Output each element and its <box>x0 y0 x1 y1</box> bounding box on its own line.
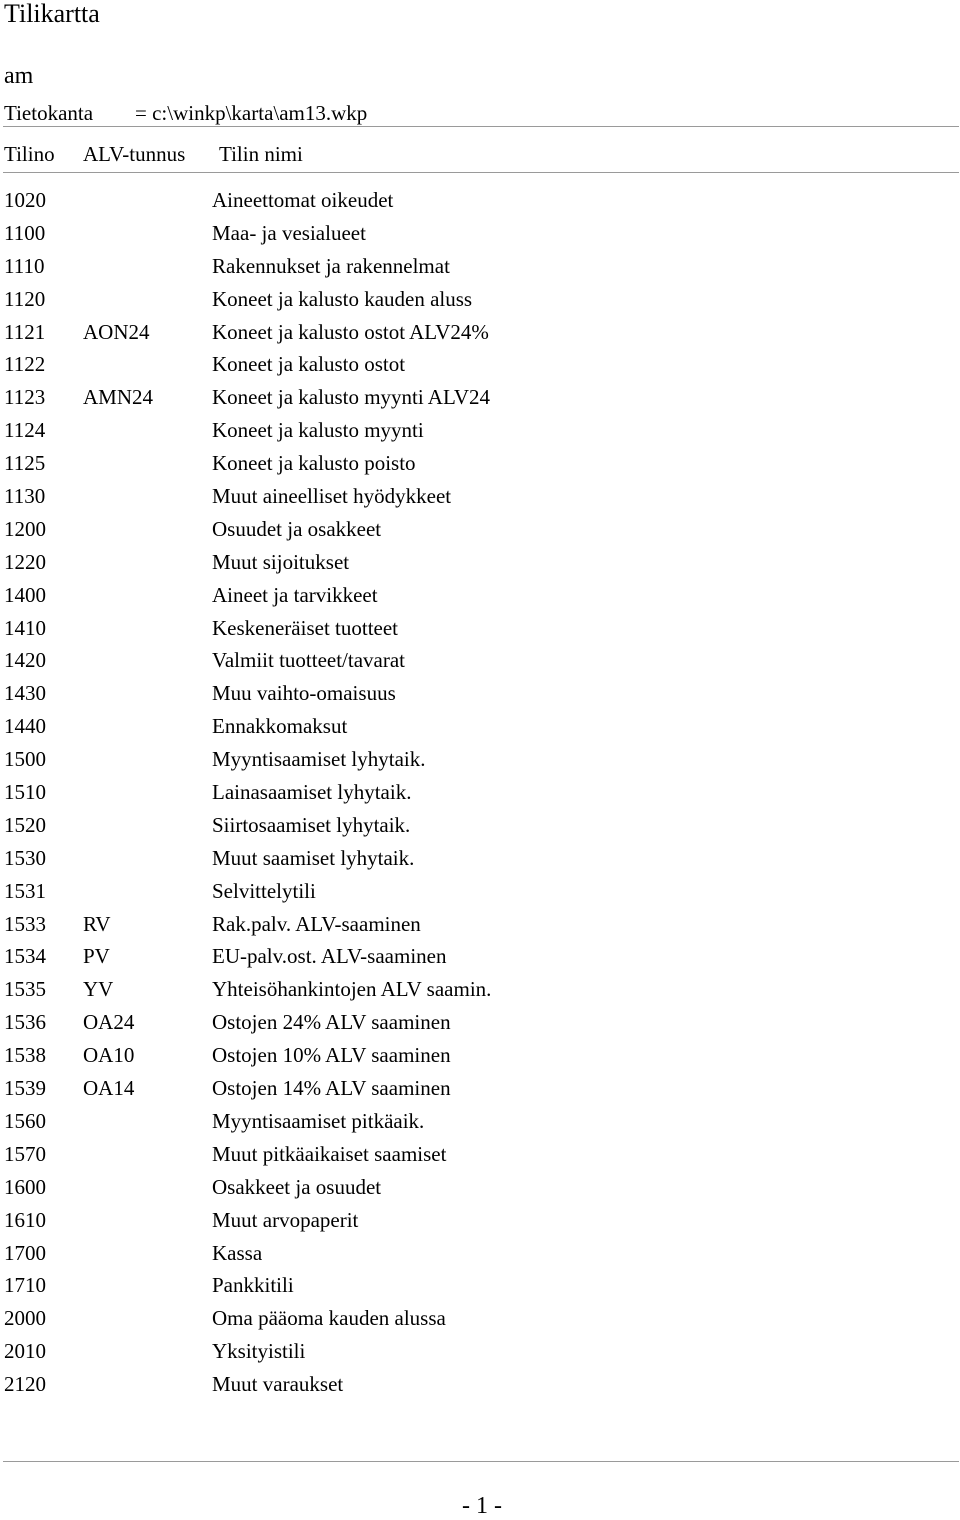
account-name-cell: Muut aineelliset hyödykkeet <box>212 484 452 509</box>
table-row <box>4 283 954 316</box>
table-row <box>4 579 954 612</box>
table-row <box>4 1302 954 1335</box>
account-name-cell: Maa- ja vesialueet <box>212 220 366 245</box>
account-no-cell: 1110 <box>4 253 45 278</box>
document-title: Tilikartta <box>4 0 100 28</box>
account-no-cell: 1570 <box>4 1141 46 1166</box>
account-name-cell: Koneet ja kalusto ostot ALV24% <box>212 319 489 344</box>
table-header <box>4 141 954 167</box>
table-row <box>4 1006 954 1039</box>
table-row <box>4 250 954 283</box>
account-no-cell: 1535 <box>4 977 46 1002</box>
table-row <box>4 612 954 645</box>
account-no-cell: 1533 <box>4 911 46 936</box>
page-number: - 1 - <box>462 1493 502 1519</box>
database-path: = c:\winkp\karta\am13.wkp <box>135 101 368 125</box>
table-row <box>4 1368 954 1401</box>
vat-code-cell: OA10 <box>83 1043 135 1068</box>
account-name-cell: Muut varaukset <box>212 1372 344 1397</box>
account-name-cell: Rak.palv. ALV-saaminen <box>212 911 421 936</box>
account-no-cell: 1538 <box>4 1043 46 1068</box>
account-name-cell: Siirtosaamiset lyhytaik. <box>212 812 411 837</box>
company-name: am <box>4 63 34 89</box>
account-name-cell: Aineet ja tarvikkeet <box>212 582 378 607</box>
database-label: Tietokanta <box>4 101 94 125</box>
table-row <box>4 184 954 217</box>
account-no-cell: 1410 <box>4 615 46 640</box>
account-no-cell: 1560 <box>4 1108 46 1133</box>
table-row <box>4 1269 954 1302</box>
table-row <box>4 644 954 677</box>
table-row <box>4 1237 954 1270</box>
table-row <box>4 1105 954 1138</box>
account-no-cell: 1125 <box>4 451 46 476</box>
header-account-no: Tilino <box>4 142 55 166</box>
account-name-cell: Koneet ja kalusto myynti <box>212 418 424 443</box>
account-table <box>4 184 954 1401</box>
vat-code-cell: RV <box>83 911 111 936</box>
account-no-cell: 1122 <box>4 352 46 377</box>
table-row <box>4 776 954 809</box>
account-name-cell: Valmiit tuotteet/tavarat <box>212 648 406 673</box>
table-row <box>4 908 954 941</box>
account-no-cell: 1531 <box>4 878 46 903</box>
account-no-cell: 1440 <box>4 714 46 739</box>
account-no-cell: 1420 <box>4 648 46 673</box>
account-no-cell: 1123 <box>4 385 46 410</box>
account-no-cell: 1430 <box>4 681 46 706</box>
account-no-cell: 1530 <box>4 845 46 870</box>
account-name-cell: Aineettomat oikeudet <box>212 188 394 212</box>
table-row <box>4 480 954 513</box>
account-name-cell: Muut pitkäaikaiset saamiset <box>212 1141 447 1166</box>
account-no-cell: 1100 <box>4 220 46 245</box>
table-row <box>4 973 954 1006</box>
table-row <box>4 1171 954 1204</box>
account-no-cell: 1710 <box>4 1273 46 1298</box>
table-row <box>4 842 954 875</box>
account-name-cell: Lainasaamiset lyhytaik. <box>212 780 412 805</box>
table-row <box>4 809 954 842</box>
divider-header <box>3 172 959 173</box>
table-row <box>4 348 954 381</box>
account-name-cell: Ennakkomaksut <box>212 714 348 739</box>
account-name-cell: Koneet ja kalusto kauden aluss <box>212 286 473 311</box>
table-row <box>4 1138 954 1171</box>
table-row <box>4 381 954 414</box>
account-name-cell: Keskeneräiset tuotteet <box>212 615 399 640</box>
vat-code-cell: AON24 <box>83 319 150 344</box>
table-row <box>4 1204 954 1237</box>
table-row <box>4 316 954 349</box>
account-name-cell: Ostojen 14% ALV saaminen <box>212 1076 451 1101</box>
vat-code-cell: OA14 <box>83 1076 135 1101</box>
table-row <box>4 677 954 710</box>
header-vat-code: ALV-tunnus <box>83 142 186 166</box>
table-row <box>4 710 954 743</box>
divider-bottom <box>3 1461 959 1462</box>
vat-code-cell: AMN24 <box>83 385 154 410</box>
account-name-cell: Kassa <box>212 1240 263 1265</box>
account-no-cell: 1220 <box>4 549 46 574</box>
database-line <box>4 100 367 126</box>
account-no-cell: 1130 <box>4 484 46 509</box>
account-no-cell: 2120 <box>4 1372 46 1397</box>
account-no-cell: 1120 <box>4 286 46 311</box>
account-no-cell: 1536 <box>4 1010 46 1035</box>
table-row <box>4 447 954 480</box>
account-no-cell: 1520 <box>4 812 46 837</box>
table-row <box>4 217 954 250</box>
account-name-cell: Myyntisaamiset lyhytaik. <box>212 747 426 772</box>
account-name-cell: Yksityistili <box>212 1339 306 1364</box>
vat-code-cell: YV <box>83 977 114 1002</box>
account-name-cell: Koneet ja kalusto ostot <box>212 352 406 377</box>
account-no-cell: 1124 <box>4 418 46 443</box>
header-account-name: Tilin nimi <box>219 142 303 166</box>
table-row <box>4 875 954 908</box>
account-name-cell: Muu vaihto-omaisuus <box>212 681 396 706</box>
table-row <box>4 1039 954 1072</box>
account-name-cell: Pankkitili <box>212 1273 294 1298</box>
account-name-cell: Osakkeet ja osuudet <box>212 1174 382 1199</box>
table-row <box>4 743 954 776</box>
account-name-cell: Osuudet ja osakkeet <box>212 516 382 541</box>
table-row <box>4 1335 954 1368</box>
account-name-cell: Ostojen 24% ALV saaminen <box>212 1010 451 1035</box>
account-name-cell: Yhteisöhankintojen ALV saamin. <box>212 977 492 1002</box>
account-no-cell: 1500 <box>4 747 46 772</box>
account-no-cell: 1700 <box>4 1240 46 1265</box>
account-no-cell: 1200 <box>4 516 46 541</box>
divider-top <box>3 126 959 127</box>
table-row <box>4 1072 954 1105</box>
account-no-cell: 1534 <box>4 944 46 969</box>
account-name-cell: EU-palv.ost. ALV-saaminen <box>212 944 447 969</box>
table-row <box>4 513 954 546</box>
vat-code-cell: PV <box>83 944 110 969</box>
account-name-cell: Myyntisaamiset pitkäaik. <box>212 1108 425 1133</box>
account-no-cell: 2000 <box>4 1306 46 1331</box>
account-no-cell: 1400 <box>4 582 46 607</box>
account-no-cell: 2010 <box>4 1339 46 1364</box>
account-name-cell: Muut saamiset lyhytaik. <box>212 845 415 870</box>
account-no-cell: 1121 <box>4 319 46 344</box>
account-name-cell: Ostojen 10% ALV saaminen <box>212 1043 451 1068</box>
account-name-cell: Muut sijoitukset <box>212 549 350 574</box>
account-name-cell: Oma pääoma kauden alussa <box>212 1306 446 1331</box>
vat-code-cell: OA24 <box>83 1010 135 1035</box>
table-row <box>4 940 954 973</box>
table-row <box>4 546 954 579</box>
account-name-cell: Selvittelytili <box>212 878 316 903</box>
account-name-cell: Koneet ja kalusto myynti ALV24 <box>212 385 491 410</box>
table-row <box>4 414 954 447</box>
account-no-cell: 1020 <box>4 188 46 212</box>
account-no-cell: 1539 <box>4 1076 46 1101</box>
account-no-cell: 1610 <box>4 1207 46 1232</box>
account-name-cell: Koneet ja kalusto poisto <box>212 451 416 476</box>
account-name-cell: Muut arvopaperit <box>212 1207 359 1232</box>
account-no-cell: 1600 <box>4 1174 46 1199</box>
account-no-cell: 1510 <box>4 780 46 805</box>
account-name-cell: Rakennukset ja rakennelmat <box>212 253 450 278</box>
